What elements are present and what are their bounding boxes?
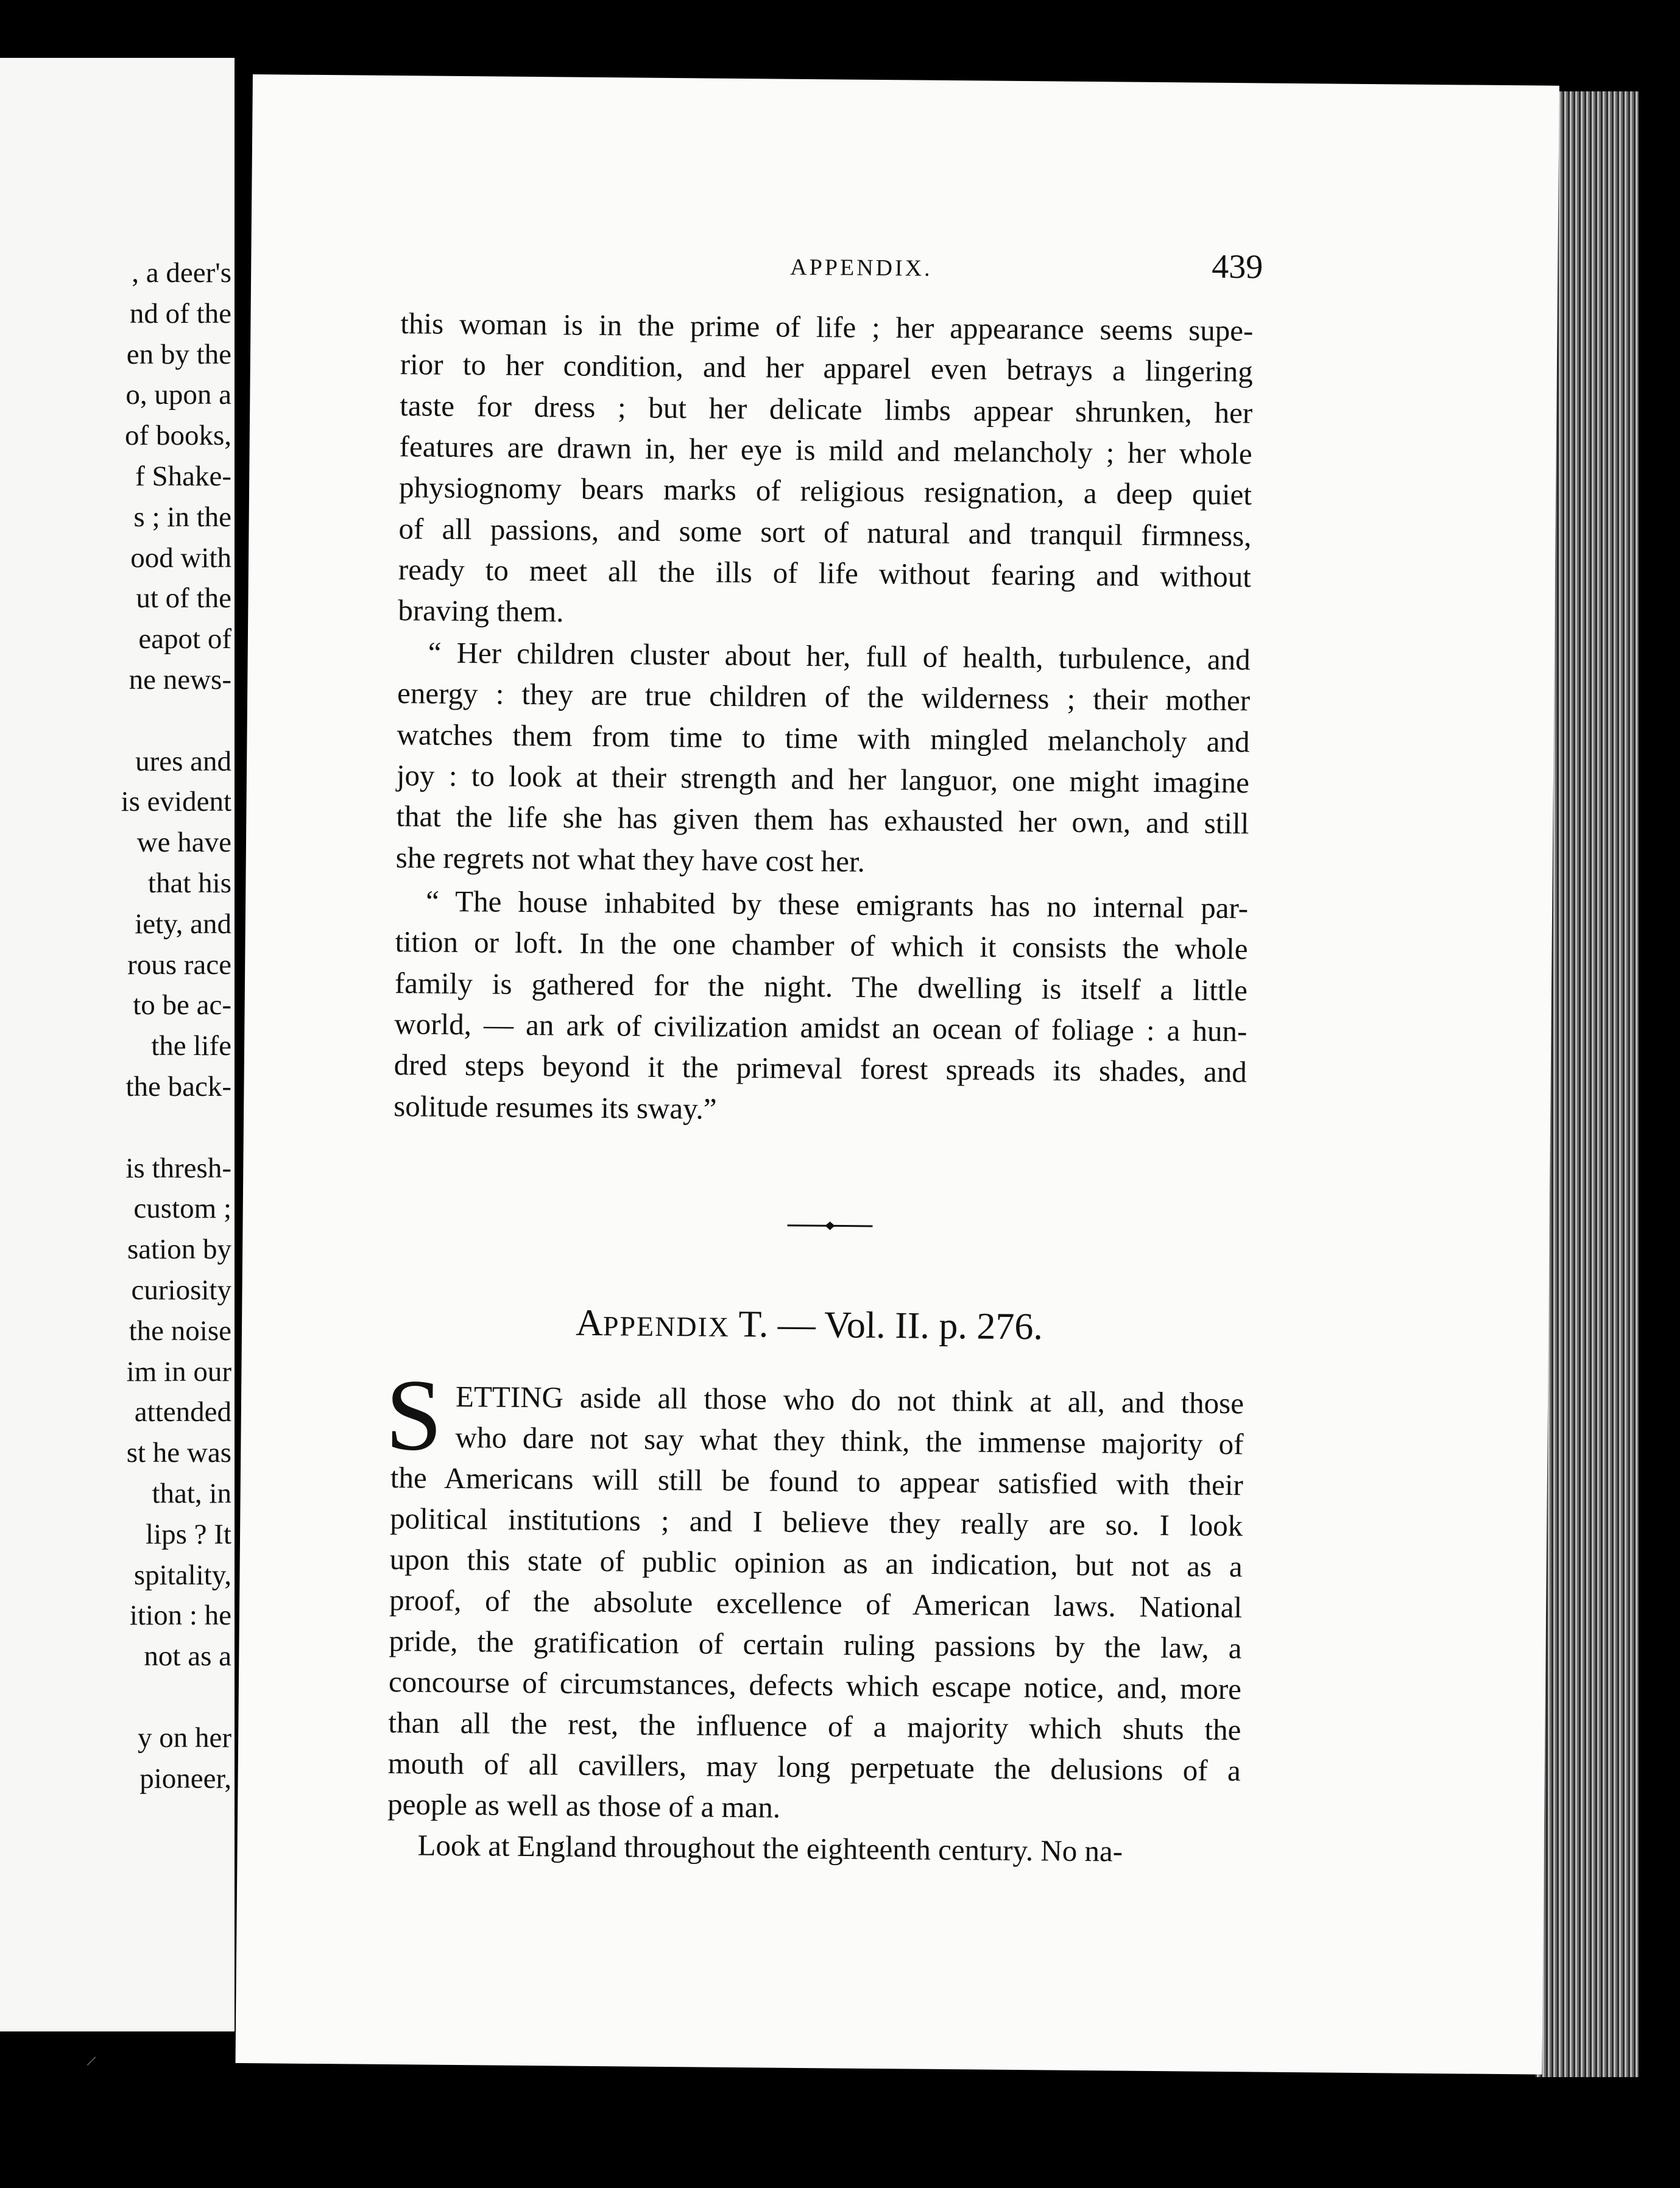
drop-cap: S — [384, 1358, 443, 1472]
facing-page-line: rous race — [127, 948, 231, 981]
facing-page-line: st he was — [126, 1437, 231, 1469]
section-heading-lead: A — [575, 1302, 604, 1344]
facing-page-line: is evident — [121, 786, 231, 818]
page-number: 439 — [1212, 247, 1263, 286]
facing-page-line: ut of the — [136, 582, 231, 615]
paragraph3-line: tition or loft. In the one chamber of which it consists the whole — [395, 925, 1248, 966]
paragraph3-line: family is gathered for the night. The dwelling is itself a little — [394, 965, 1248, 1007]
facing-page-line: of books, — [125, 420, 231, 452]
paragraph3-line: “ The house inhabited by these emigrants has no internal par- — [425, 884, 1249, 925]
paragraph4-line: who dare not say what they think, the immense majority of — [455, 1420, 1244, 1461]
facing-page-line: ood with — [130, 542, 231, 574]
section-heading — [576, 1302, 1043, 1349]
paragraph2-line: joy : to look at their strength and her languor, one might imagine — [396, 758, 1250, 800]
facing-page-line: iety, and — [135, 908, 231, 940]
facing-page-line: lips ? It — [146, 1518, 231, 1550]
paragraph1-line: of all passions, and some sort of natural and tranquil firmness, — [398, 511, 1252, 552]
paragraph4-line: the Americans will still be found to appear satisfied with their — [390, 1461, 1244, 1502]
facing-page-line: custom ; — [133, 1193, 231, 1225]
facing-page-line: im in our — [126, 1355, 231, 1388]
running-head: APPENDIX. — [790, 254, 933, 281]
facing-page-line: eapot of — [138, 623, 231, 655]
facing-page-line: is thresh- — [125, 1152, 231, 1184]
paragraph3-line: world, — an ark of civilization amidst an ocean of foliage : a hun- — [394, 1006, 1248, 1048]
paragraph2-line: she regrets not what they have cost her. — [395, 840, 866, 878]
paragraph2-line: “ Her children cluster about her, full of health, turbulence, and — [428, 635, 1251, 677]
paragraph4-line: ETTING aside all those who do not think at all, and those — [455, 1379, 1244, 1420]
paragraph1-line: ready to meet all the ills of life without fearing and without — [398, 552, 1252, 594]
facing-page-line: the life — [151, 1030, 231, 1062]
paragraph1-line: features are drawn in, her eye is mild and melancholy ; her whole — [399, 429, 1252, 471]
section-heading-smallcaps: PPENDIX — [602, 1310, 730, 1343]
book-page — [236, 74, 1559, 2075]
section-heading-rest: T. — Vol. II. p. 276. — [729, 1303, 1043, 1348]
facing-page-line: f Shake- — [135, 461, 231, 492]
paragraph4-line: upon this state of public opinion as an indication, but not as a — [389, 1542, 1243, 1584]
paragraph4-line: concourse of circumstances, defects which escape notice, and, more — [388, 1665, 1242, 1706]
facing-page-line: not as a — [144, 1640, 231, 1673]
facing-page-line: the noise — [129, 1315, 231, 1347]
paragraph4-line: proof, of the absolute excellence of American laws. National — [389, 1583, 1243, 1625]
paragraph2-line: energy : they are true children of the wilderness ; their mother — [397, 676, 1251, 718]
paragraph4-line: than all the rest, the influence of a majority which shuts the — [388, 1706, 1241, 1747]
facing-page-line: the back- — [125, 1071, 231, 1103]
facing-page-line: ition : he — [129, 1600, 231, 1632]
facing-page-line: , a deer's — [132, 257, 231, 289]
facing-page-line: y on her — [137, 1721, 231, 1754]
paragraph1-line: this woman is in the prime of life ; her appearance seems supe- — [400, 306, 1254, 348]
facing-page-line: sation by — [127, 1233, 231, 1266]
facing-page-line: we have — [136, 827, 231, 859]
paragraph1-line: taste for dress ; but her delicate limbs appear shrunken, her — [400, 388, 1253, 429]
facing-page-line: ne news- — [129, 664, 231, 696]
paragraph1-line: braving them. — [398, 593, 564, 629]
paragraph1-line: physiognomy bears marks of religious resignation, a deep quiet — [398, 470, 1252, 512]
facing-page-line: s ; in the — [133, 501, 231, 533]
paragraph4-line: pride, the gratification of certain ruling passions by the law, a — [389, 1624, 1242, 1665]
facing-page-line: that, in — [152, 1478, 231, 1509]
paragraph4-line: mouth of all cavillers, may long perpetuate the delusions of a — [387, 1746, 1241, 1788]
section-divider-ornament — [787, 1219, 872, 1232]
facing-page-line: to be ac- — [133, 989, 231, 1022]
paragraph5-line: Look at England throughout the eighteenth century. No na- — [417, 1828, 1123, 1868]
facing-page-line: attended — [134, 1396, 231, 1428]
paragraph4-line: political institutions ; and I believe they really are so. I look — [390, 1502, 1243, 1543]
paragraph2-line: watches them from time to time with mingled melancholy and — [397, 717, 1250, 758]
paragraph3-line: dred steps beyond it the primeval forest spreads its shades, and — [394, 1048, 1248, 1089]
facing-page-fragment — [0, 58, 235, 2031]
facing-page-line: curiosity — [131, 1274, 231, 1306]
facing-page-line: spitality, — [133, 1559, 231, 1591]
facing-page-line: pioneer, — [139, 1762, 231, 1795]
facing-page-line: nd of the — [129, 297, 231, 330]
facing-page-line: ures and — [135, 745, 231, 777]
facing-page-line: that his — [147, 867, 231, 899]
paragraph2-line: that the life she has given them has exhausted her own, and still — [396, 799, 1249, 841]
stray-mark: ⸝ — [85, 2042, 97, 2069]
paragraph4-line: people as well as those of a man. — [387, 1787, 781, 1824]
facing-page-line: en by the — [126, 338, 231, 370]
paragraph1-line: rior to her condition, and her apparel even betrays a lingering — [400, 347, 1254, 389]
paragraph3-line: solitude resumes its sway.” — [393, 1089, 717, 1126]
facing-page-line: o, upon a — [125, 379, 231, 411]
